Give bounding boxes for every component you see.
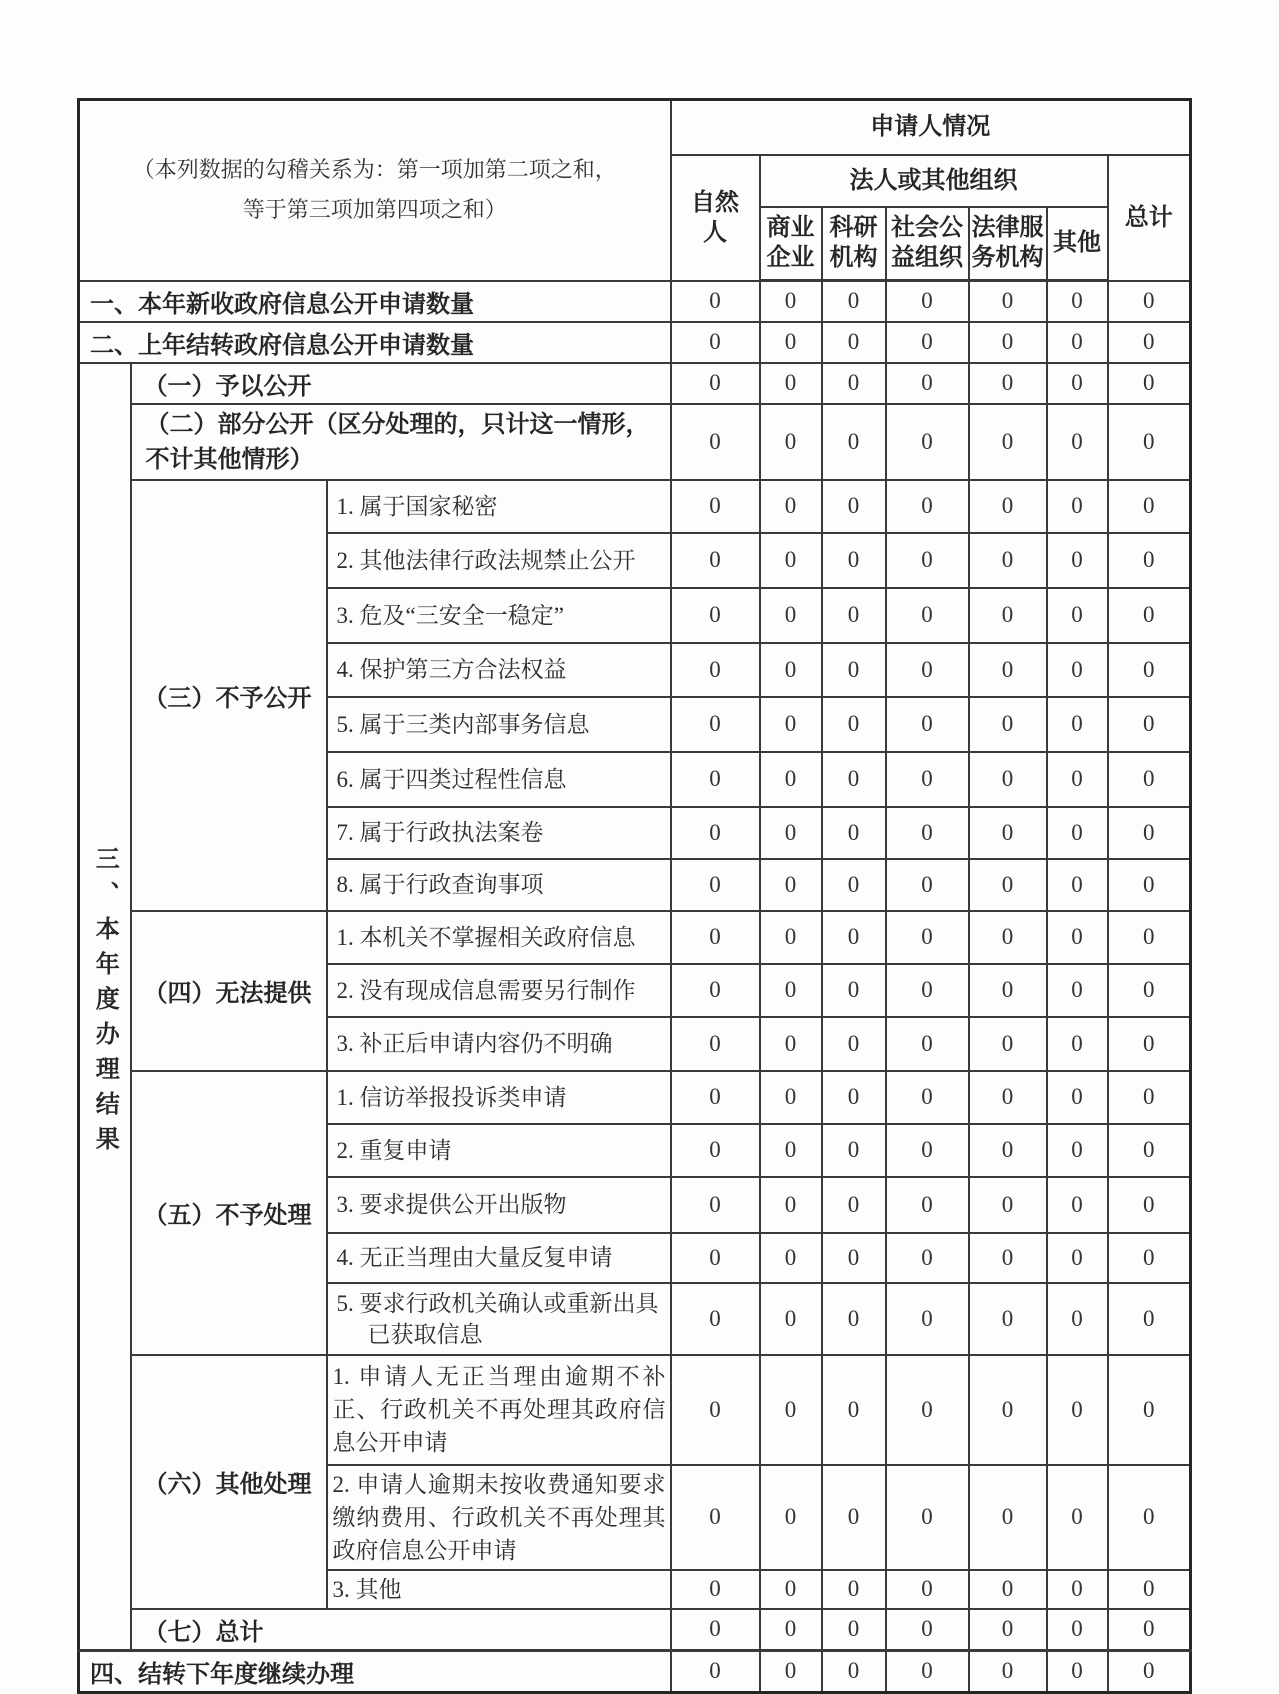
- value-cell: 0: [760, 322, 822, 363]
- value-cell: 0: [1108, 533, 1191, 588]
- col-header-applicant-status: 申请人情况: [671, 100, 1191, 155]
- value-cell: 0: [886, 911, 969, 964]
- value-cell: 0: [760, 752, 822, 807]
- item-label: 7. 属于行政执法案卷: [327, 807, 671, 859]
- value-cell: 0: [822, 1609, 886, 1651]
- item-label: 1. 本机关不掌握相关政府信息: [327, 911, 671, 964]
- value-cell: 0: [886, 1609, 969, 1651]
- value-cell: 0: [886, 697, 969, 752]
- disclosure-applications-table: [77, 98, 1192, 1694]
- value-cell: 0: [969, 1017, 1047, 1071]
- value-cell: 0: [760, 697, 822, 752]
- value-cell: 0: [969, 1355, 1047, 1465]
- value-cell: 0: [671, 1570, 760, 1609]
- value-cell: 0: [886, 1355, 969, 1465]
- value-cell: 0: [822, 964, 886, 1017]
- value-cell: 0: [1047, 1570, 1108, 1609]
- value-cell: 0: [822, 533, 886, 588]
- value-cell: 0: [969, 752, 1047, 807]
- value-cell: 0: [1108, 807, 1191, 859]
- value-cell: 0: [822, 404, 886, 480]
- value-cell: 0: [822, 1465, 886, 1570]
- value-cell: 0: [1108, 363, 1191, 404]
- value-cell: 0: [886, 281, 969, 322]
- value-cell: 0: [886, 404, 969, 480]
- item-label: 1. 属于国家秘密: [327, 480, 671, 533]
- note-line-2: 等于第三项加第四项之和）: [242, 197, 507, 223]
- value-cell: 0: [1047, 1124, 1108, 1177]
- value-cell: 0: [1047, 752, 1108, 807]
- value-cell: 0: [760, 1650, 822, 1692]
- value-cell: 0: [1108, 1650, 1191, 1692]
- value-cell: 0: [822, 859, 886, 911]
- table-row: [79, 1650, 1191, 1692]
- value-cell: 0: [760, 1465, 822, 1570]
- value-cell: 0: [1108, 480, 1191, 533]
- value-cell: 0: [969, 1124, 1047, 1177]
- value-cell: 0: [1108, 322, 1191, 363]
- table-row: [79, 281, 1191, 322]
- value-cell: 0: [1108, 1355, 1191, 1465]
- value-cell: 0: [1047, 859, 1108, 911]
- value-cell: 0: [886, 1177, 969, 1233]
- annual-results-vertical-label: 三、本年度办理结果: [91, 846, 119, 1161]
- value-cell: 0: [760, 533, 822, 588]
- col-header-natural-person: [671, 155, 760, 281]
- value-cell: 0: [671, 588, 760, 643]
- value-cell: 0: [760, 281, 822, 322]
- value-cell: 0: [671, 752, 760, 807]
- value-cell: 0: [1047, 404, 1108, 480]
- value-cell: 0: [822, 1177, 886, 1233]
- value-cell: 0: [969, 1609, 1047, 1651]
- value-cell: 0: [760, 363, 822, 404]
- value-cell: 0: [1047, 1071, 1108, 1124]
- value-cell: 0: [1047, 643, 1108, 697]
- value-cell: 0: [760, 1017, 822, 1071]
- value-cell: 0: [886, 1570, 969, 1609]
- value-cell: 0: [1047, 322, 1108, 363]
- value-cell: 0: [969, 1283, 1047, 1355]
- item-label: 2. 没有现成信息需要另行制作: [327, 964, 671, 1017]
- value-cell: 0: [1108, 752, 1191, 807]
- value-cell: 0: [886, 752, 969, 807]
- value-cell: 0: [1108, 1017, 1191, 1071]
- value-cell: 0: [671, 480, 760, 533]
- value-cell: 0: [1047, 363, 1108, 404]
- value-cell: 0: [822, 697, 886, 752]
- row-label-next-year: 四、结转下年度继续办理: [79, 1650, 671, 1692]
- value-cell: 0: [1047, 1017, 1108, 1071]
- value-cell: 0: [760, 588, 822, 643]
- col-header-legal-or-other: 法人或其他组织: [760, 155, 1108, 207]
- value-cell: 0: [1047, 588, 1108, 643]
- value-cell: 0: [671, 1283, 760, 1355]
- value-cell: 0: [886, 1283, 969, 1355]
- col-header-other-org: 其他: [1047, 207, 1108, 281]
- row-label-new-applications: 一、本年新收政府信息公开申请数量: [79, 281, 671, 322]
- value-cell: 0: [1108, 1465, 1191, 1570]
- value-cell: 0: [822, 911, 886, 964]
- value-cell: 0: [671, 1017, 760, 1071]
- value-cell: 0: [969, 281, 1047, 322]
- value-cell: 0: [1047, 1355, 1108, 1465]
- table-row: [79, 322, 1191, 363]
- value-cell: 0: [760, 911, 822, 964]
- col-header-public-welfare-org: 社会公益组织: [886, 207, 969, 281]
- value-cell: 0: [969, 363, 1047, 404]
- value-cell: 0: [969, 1650, 1047, 1692]
- value-cell: 0: [1047, 697, 1108, 752]
- item-label: 5. 属于三类内部事务信息: [327, 697, 671, 752]
- item-label: 2. 其他法律行政法规禁止公开: [327, 533, 671, 588]
- value-cell: 0: [760, 404, 822, 480]
- value-cell: 0: [1108, 1124, 1191, 1177]
- row-label-other-handling: （六）其他处理: [131, 1355, 327, 1609]
- value-cell: 0: [760, 1609, 822, 1651]
- value-cell: 0: [671, 404, 760, 480]
- value-cell: 0: [1108, 1283, 1191, 1355]
- value-cell: 0: [671, 1609, 760, 1651]
- row-label-partial: （二）部分公开（区分处理的，只计这一情形，不计其他情形）: [131, 404, 671, 480]
- row-label-subtotal: （七）总计: [131, 1609, 671, 1651]
- value-cell: 0: [1047, 1609, 1108, 1651]
- value-cell: 0: [760, 1177, 822, 1233]
- value-cell: 0: [822, 807, 886, 859]
- col-header-legal-service-org: 法律服务机构: [969, 207, 1047, 281]
- value-cell: 0: [969, 322, 1047, 363]
- value-cell: 0: [1047, 1233, 1108, 1283]
- value-cell: 0: [1108, 1071, 1191, 1124]
- value-cell: 0: [969, 643, 1047, 697]
- value-cell: 0: [969, 1071, 1047, 1124]
- value-cell: 0: [671, 1177, 760, 1233]
- row-label-granted: （一）予以公开: [131, 363, 671, 404]
- value-cell: 0: [886, 588, 969, 643]
- value-cell: 0: [969, 533, 1047, 588]
- col-header-total: 总计: [1108, 155, 1191, 281]
- value-cell: 0: [671, 1465, 760, 1570]
- item-label: 4. 无正当理由大量反复申请: [327, 1233, 671, 1283]
- value-cell: 0: [886, 859, 969, 911]
- value-cell: 0: [822, 322, 886, 363]
- value-cell: 0: [671, 911, 760, 964]
- value-cell: 0: [1108, 1233, 1191, 1283]
- value-cell: 0: [671, 363, 760, 404]
- value-cell: 0: [1108, 588, 1191, 643]
- value-cell: 0: [886, 322, 969, 363]
- natural-person-label: 自然人: [691, 188, 739, 246]
- value-cell: 0: [969, 1233, 1047, 1283]
- value-cell: 0: [671, 697, 760, 752]
- value-cell: 0: [822, 588, 886, 643]
- value-cell: 0: [671, 807, 760, 859]
- value-cell: 0: [822, 1650, 886, 1692]
- value-cell: 0: [760, 480, 822, 533]
- value-cell: 0: [886, 533, 969, 588]
- value-cell: 0: [822, 643, 886, 697]
- value-cell: 0: [1047, 1650, 1108, 1692]
- value-cell: 0: [969, 859, 1047, 911]
- value-cell: 0: [1108, 643, 1191, 697]
- value-cell: 0: [822, 1124, 886, 1177]
- value-cell: 0: [822, 281, 886, 322]
- note-line-1: （本列数据的勾稽关系为：第一项加第二项之和，: [132, 157, 617, 183]
- value-cell: 0: [760, 1124, 822, 1177]
- table-row: [79, 363, 1191, 404]
- item-label: 3. 要求提供公开出版物: [327, 1177, 671, 1233]
- value-cell: 0: [1047, 533, 1108, 588]
- value-cell: 0: [1108, 911, 1191, 964]
- value-cell: 0: [969, 404, 1047, 480]
- value-cell: 0: [1108, 404, 1191, 480]
- value-cell: 0: [886, 1465, 969, 1570]
- value-cell: 0: [886, 1124, 969, 1177]
- value-cell: 0: [671, 859, 760, 911]
- value-cell: 0: [760, 807, 822, 859]
- value-cell: 0: [822, 1355, 886, 1465]
- value-cell: 0: [886, 1017, 969, 1071]
- value-cell: 0: [760, 859, 822, 911]
- value-cell: 0: [760, 643, 822, 697]
- value-cell: 0: [969, 1465, 1047, 1570]
- value-cell: 0: [1047, 807, 1108, 859]
- value-cell: 0: [671, 1355, 760, 1465]
- item-label: 1. 申请人无正当理由逾期不补正、行政机关不再处理其政府信息公开申请: [327, 1355, 671, 1465]
- value-cell: 0: [1047, 1283, 1108, 1355]
- value-cell: 0: [822, 480, 886, 533]
- value-cell: 0: [1047, 1465, 1108, 1570]
- table-row: [79, 1071, 1191, 1124]
- value-cell: 0: [671, 1233, 760, 1283]
- table-row: [79, 911, 1191, 964]
- row-label-unable: （四）无法提供: [131, 911, 327, 1071]
- value-cell: 0: [671, 533, 760, 588]
- value-cell: 0: [886, 1650, 969, 1692]
- col-header-research-institution: 科研机构: [822, 207, 886, 281]
- value-cell: 0: [1108, 1570, 1191, 1609]
- value-cell: 0: [886, 363, 969, 404]
- value-cell: 0: [760, 1283, 822, 1355]
- value-cell: 0: [886, 643, 969, 697]
- item-label: 2. 重复申请: [327, 1124, 671, 1177]
- item-label: 3. 补正后申请内容仍不明确: [327, 1017, 671, 1071]
- value-cell: 0: [671, 964, 760, 1017]
- value-cell: 0: [969, 588, 1047, 643]
- value-cell: 0: [969, 911, 1047, 964]
- value-cell: 0: [969, 964, 1047, 1017]
- row-label-annual-results: [79, 363, 131, 1651]
- value-cell: 0: [1047, 1177, 1108, 1233]
- item-label: 8. 属于行政查询事项: [327, 859, 671, 911]
- table-row: [79, 1355, 1191, 1465]
- value-cell: 0: [886, 964, 969, 1017]
- value-cell: 0: [822, 363, 886, 404]
- value-cell: 0: [886, 480, 969, 533]
- value-cell: 0: [822, 1071, 886, 1124]
- item-label: 2. 申请人逾期未按收费通知要求缴纳费用、行政机关不再处理其政府信息公开申请: [327, 1465, 671, 1570]
- value-cell: 0: [1108, 697, 1191, 752]
- value-cell: 0: [1108, 1609, 1191, 1651]
- value-cell: 0: [969, 480, 1047, 533]
- item-label: 6. 属于四类过程性信息: [327, 752, 671, 807]
- value-cell: 0: [1047, 480, 1108, 533]
- value-cell: 0: [1047, 281, 1108, 322]
- value-cell: 0: [1108, 1177, 1191, 1233]
- value-cell: 0: [671, 1650, 760, 1692]
- value-cell: 0: [822, 752, 886, 807]
- value-cell: 0: [822, 1283, 886, 1355]
- value-cell: 0: [671, 1071, 760, 1124]
- value-cell: 0: [760, 1071, 822, 1124]
- row-label-not-processed: （五）不予处理: [131, 1071, 327, 1355]
- value-cell: 0: [969, 807, 1047, 859]
- table-row: [79, 480, 1191, 533]
- header-row-applicant: [79, 100, 1191, 155]
- value-cell: 0: [760, 964, 822, 1017]
- value-cell: 0: [671, 643, 760, 697]
- value-cell: 0: [886, 1233, 969, 1283]
- item-label: 4. 保护第三方合法权益: [327, 643, 671, 697]
- row-label-refused: （三）不予公开: [131, 480, 327, 911]
- item-label: 5. 要求行政机关确认或重新出具已获取信息: [327, 1283, 671, 1355]
- value-cell: 0: [671, 281, 760, 322]
- note-cell: [79, 100, 671, 281]
- value-cell: 0: [969, 1177, 1047, 1233]
- value-cell: 0: [671, 1124, 760, 1177]
- value-cell: 0: [822, 1570, 886, 1609]
- col-header-commercial-enterprise: 商业企业: [760, 207, 822, 281]
- value-cell: 0: [822, 1233, 886, 1283]
- item-label: 3. 其他: [327, 1570, 671, 1609]
- value-cell: 0: [1108, 859, 1191, 911]
- value-cell: 0: [760, 1355, 822, 1465]
- value-cell: 0: [760, 1233, 822, 1283]
- value-cell: 0: [969, 1570, 1047, 1609]
- row-label-carried-over: 二、上年结转政府信息公开申请数量: [79, 322, 671, 363]
- value-cell: 0: [969, 697, 1047, 752]
- value-cell: 0: [886, 1071, 969, 1124]
- value-cell: 0: [822, 1017, 886, 1071]
- value-cell: 0: [1108, 281, 1191, 322]
- table-row: [79, 1609, 1191, 1651]
- value-cell: 0: [760, 1570, 822, 1609]
- item-label: 3. 危及“三安全一稳定”: [327, 588, 671, 643]
- item-label: 1. 信访举报投诉类申请: [327, 1071, 671, 1124]
- value-cell: 0: [671, 322, 760, 363]
- value-cell: 0: [1108, 964, 1191, 1017]
- value-cell: 0: [1047, 911, 1108, 964]
- value-cell: 0: [886, 807, 969, 859]
- table-row: [79, 404, 1191, 480]
- value-cell: 0: [1047, 964, 1108, 1017]
